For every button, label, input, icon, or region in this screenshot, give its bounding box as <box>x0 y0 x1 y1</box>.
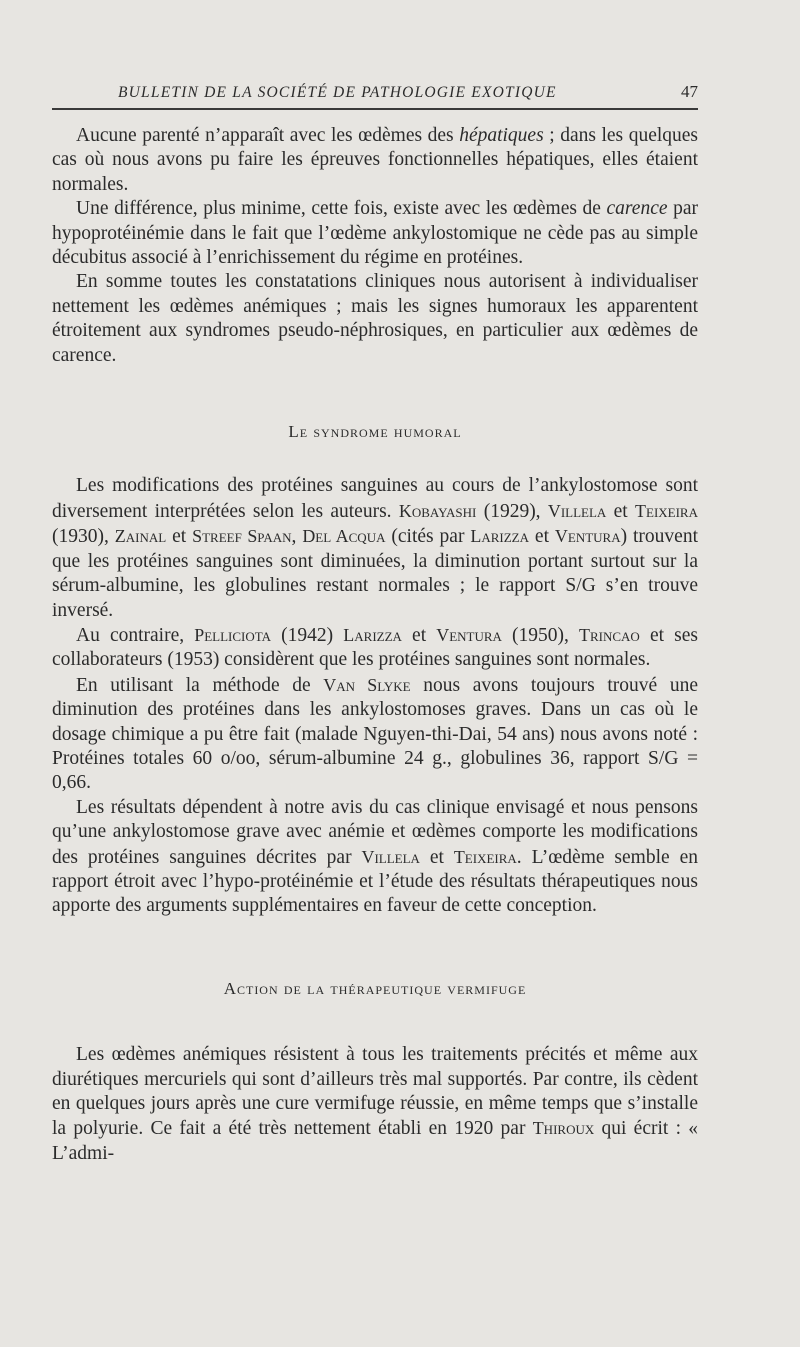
page-header <box>52 78 698 110</box>
text-span: Les modifications des protéines sanguines au cours de l’ankylostomose sont diversement interprétées selon les auteurs. <box>52 475 698 522</box>
author-name: Larizza <box>470 526 529 547</box>
text-span: et <box>529 526 555 548</box>
paragraph-6 <box>52 673 698 796</box>
paragraph-1 <box>52 124 698 197</box>
text-span: ; dans les quelques cas où nous avons pu faire les épreuves fonctionnelles hépatiques, elles étaient normales. <box>52 125 699 195</box>
text-span: Au contraire, <box>76 624 195 646</box>
text-span: Aucune parenté n’apparaît avec les œdèmes des <box>76 125 460 146</box>
author-name: Teixeira <box>453 846 517 867</box>
text-span: et ses collaborateurs (1953) considèrent que les protéines sanguines sont normales. <box>52 624 698 671</box>
paragraph-2 <box>52 197 698 270</box>
text-span: et <box>606 500 636 522</box>
author-name: Villela <box>547 500 607 521</box>
text-span: et <box>166 526 193 548</box>
paragraph-4 <box>52 474 698 622</box>
paragraph-3: En somme toutes les constatations cliniques nous autorisent à individualiser nettement les œdèmes anémiques ; mais les signes humoraux les apparentent étroitement aux syndromes pseudo-néphrosiques, en particulier aux œdèmes de carence. <box>52 271 698 366</box>
author-name: Teixeira <box>635 500 698 521</box>
author-name: Trincao <box>579 624 640 645</box>
italic-term: carence <box>606 198 668 220</box>
paragraph-7 <box>52 796 698 919</box>
text-span: Une différence, plus minime, cette fois, existe avec les œdèmes de <box>76 198 607 220</box>
author-name: Kobayashi <box>398 500 477 521</box>
text-span: (cités par <box>385 526 471 548</box>
italic-term: hépatiques <box>459 125 544 146</box>
text-span: , <box>291 526 303 548</box>
section-title-vermifuge: Action de la thérapeutique vermifuge <box>223 978 527 998</box>
author-name: Villela <box>361 846 420 867</box>
text-span: . L’œdème semble en rapport étroit avec l’hypo-protéinémie et l’étude des résultats thérapeutiques nous apporte des arguments supplémentaires en faveur de cette conception. <box>52 846 698 917</box>
author-name: Ventura <box>436 624 502 645</box>
text-span: (1930), <box>52 526 115 548</box>
author-name: Ventura <box>554 526 621 547</box>
page-number: 47 <box>681 82 698 101</box>
author-name: Zainal <box>114 526 167 547</box>
text-span: qui écrit : « L’admi- <box>52 1118 698 1164</box>
author-name: Larizza <box>343 624 402 645</box>
text-span: ) trouvent que les protéines sanguines sont diminuées, la diminution portant surtout sur la sérum-albumine, les globulines restant normales ; le rapport S/G s’en trouve inversé. <box>52 526 698 621</box>
text-span: En utilisant la méthode de <box>76 674 324 696</box>
author-name: Del Acqua <box>302 526 386 547</box>
text-span: Les œdèmes anémiques résistent à tous les traitements précités et même aux diurétiques mercuriels qui sont d’ailleurs très mal supportés. Par contre, ils cèdent en quelques jours après une cure vermifuge réussie, en même temps que s’installe la polyurie. Ce fait a été très nettement établi en 1920 par <box>52 1044 698 1140</box>
text-span: nous avons toujours trouvé une diminution des protéines dans les ankylostomoses graves. Dans un cas où le dosage chimique a pu être fait (malade Nguyen-thi-Dai, 54 ans) nous avons noté : Protéines totales 60 o/oo, sérum-albumine 24 g., globulines 36, rapport S/G = 0,66. <box>52 674 698 794</box>
text-span: par hypoprotéinémie dans le fait que l’œdème ankylostomique ne cède pas au simple décubitus associé à l’enrichissement du régime en protéines. <box>52 198 698 269</box>
section-title-humoral: Le syndrome humoral <box>288 422 462 442</box>
text-span: (1942) <box>271 624 344 646</box>
author-name: Streef Spaan <box>192 526 292 547</box>
text-span: (1929), <box>476 500 548 522</box>
text-span: Les résultats dépendent à notre avis du cas clinique envisagé et nous pensons qu’une ankylostomose grave avec anémie et œdèmes comporte les modifications des protéines sanguines décrites par <box>52 796 698 868</box>
paragraph-8 <box>52 1043 698 1166</box>
running-title: BULLETIN DE LA SOCIÉTÉ DE PATHOLOGIE EXOTIQUE <box>118 84 557 101</box>
author-name: Thiroux <box>532 1118 595 1139</box>
paragraph-5 <box>52 623 698 673</box>
author-name: Van Slyke <box>323 674 411 695</box>
text-span: (1950), <box>501 624 580 646</box>
text-span: et <box>401 624 437 646</box>
text-span: et <box>419 846 454 868</box>
body-text <box>52 124 698 1166</box>
author-name: Pelliciota <box>194 624 272 645</box>
